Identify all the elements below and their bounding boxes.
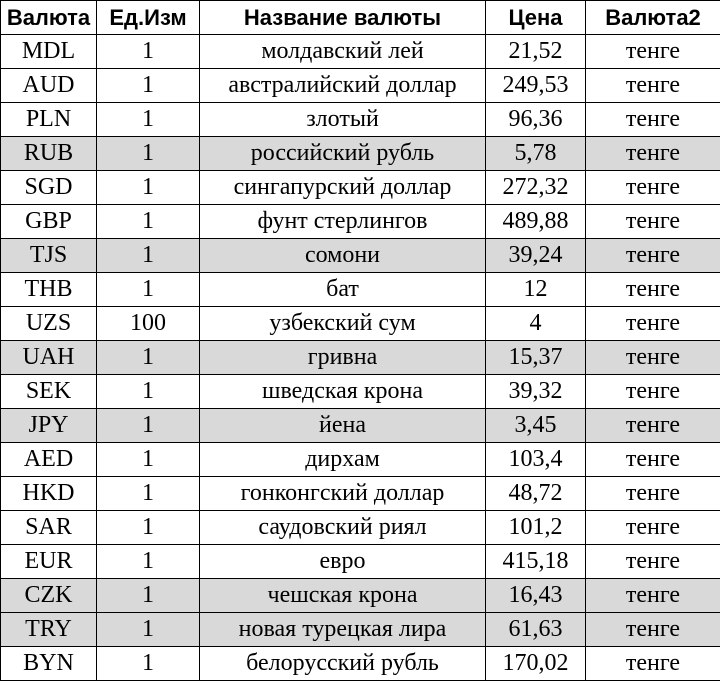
cell-currency-name: сомони [200, 239, 486, 273]
cell-price: 12 [486, 273, 586, 307]
cell-unit: 1 [97, 35, 200, 69]
cell-currency-code: SAR [1, 511, 97, 545]
table-row [1, 69, 720, 103]
cell-currency-code: GBP [1, 205, 97, 239]
cell-price: 489,88 [486, 205, 586, 239]
cell-unit: 1 [97, 205, 200, 239]
table-row [1, 341, 720, 375]
cell-currency-code: HKD [1, 477, 97, 511]
cell-unit: 1 [97, 375, 200, 409]
cell-currency-code: SGD [1, 171, 97, 205]
cell-currency-code: PLN [1, 103, 97, 137]
cell-price: 61,63 [486, 613, 586, 647]
cell-price: 48,72 [486, 477, 586, 511]
cell-currency-code: RUB [1, 137, 97, 171]
cell-currency-name: новая турецкая лира [200, 613, 486, 647]
cell-price: 39,24 [486, 239, 586, 273]
cell-unit: 1 [97, 511, 200, 545]
cell-currency-name: евро [200, 545, 486, 579]
table-row [1, 137, 720, 171]
cell-unit: 1 [97, 647, 200, 681]
cell-currency-name: молдавский лей [200, 35, 486, 69]
cell-currency-code: TJS [1, 239, 97, 273]
cell-unit: 1 [97, 443, 200, 477]
cell-currency-name: злотый [200, 103, 486, 137]
table-row [1, 103, 720, 137]
cell-price: 103,4 [486, 443, 586, 477]
header-currency-name: Название валюты [200, 1, 486, 35]
cell-currency-code: TRY [1, 613, 97, 647]
cell-price: 15,37 [486, 341, 586, 375]
cell-currency-name: сингапурский доллар [200, 171, 486, 205]
table-row [1, 375, 720, 409]
cell-price: 170,02 [486, 647, 586, 681]
cell-currency-name: йена [200, 409, 486, 443]
cell-currency-name: дирхам [200, 443, 486, 477]
cell-currency2: тенге [586, 35, 720, 69]
cell-unit: 1 [97, 171, 200, 205]
cell-currency2: тенге [586, 137, 720, 171]
cell-price: 39,32 [486, 375, 586, 409]
cell-price: 101,2 [486, 511, 586, 545]
cell-currency-name: бат [200, 273, 486, 307]
cell-unit: 1 [97, 103, 200, 137]
cell-currency-code: AED [1, 443, 97, 477]
cell-currency2: тенге [586, 103, 720, 137]
cell-currency-name: узбекский сум [200, 307, 486, 341]
cell-unit: 1 [97, 409, 200, 443]
cell-unit: 1 [97, 273, 200, 307]
table-row [1, 613, 720, 647]
cell-unit: 1 [97, 239, 200, 273]
cell-currency-name: российский рубль [200, 137, 486, 171]
cell-currency2: тенге [586, 613, 720, 647]
cell-currency2: тенге [586, 409, 720, 443]
cell-currency2: тенге [586, 171, 720, 205]
cell-currency-name: чешская крона [200, 579, 486, 613]
cell-currency2: тенге [586, 375, 720, 409]
table-row [1, 511, 720, 545]
cell-currency-code: JPY [1, 409, 97, 443]
cell-unit: 1 [97, 579, 200, 613]
table-row [1, 443, 720, 477]
cell-currency2: тенге [586, 647, 720, 681]
cell-currency-code: MDL [1, 35, 97, 69]
table-row [1, 171, 720, 205]
cell-currency2: тенге [586, 307, 720, 341]
table-body [1, 35, 720, 681]
cell-unit: 1 [97, 69, 200, 103]
header-price: Цена [486, 1, 586, 35]
cell-currency-name: шведская крона [200, 375, 486, 409]
cell-currency-code: BYN [1, 647, 97, 681]
cell-currency2: тенге [586, 579, 720, 613]
table-row [1, 409, 720, 443]
table-row [1, 273, 720, 307]
cell-currency-name: саудовский риял [200, 511, 486, 545]
cell-unit: 1 [97, 137, 200, 171]
table-row [1, 205, 720, 239]
header-unit: Ед.Изм [97, 1, 200, 35]
cell-currency2: тенге [586, 69, 720, 103]
cell-price: 21,52 [486, 35, 586, 69]
table-row [1, 239, 720, 273]
cell-price: 96,36 [486, 103, 586, 137]
table-row [1, 477, 720, 511]
cell-currency-code: THB [1, 273, 97, 307]
cell-unit: 1 [97, 341, 200, 375]
cell-price: 272,32 [486, 171, 586, 205]
cell-currency-name: гонконгский доллар [200, 477, 486, 511]
table-row [1, 647, 720, 681]
cell-currency-code: UZS [1, 307, 97, 341]
table-row [1, 307, 720, 341]
cell-currency-code: SEK [1, 375, 97, 409]
cell-price: 16,43 [486, 579, 586, 613]
cell-price: 5,78 [486, 137, 586, 171]
cell-currency2: тенге [586, 239, 720, 273]
cell-currency-name: белорусский рубль [200, 647, 486, 681]
header-currency-code: Валюта [1, 1, 97, 35]
header-row [1, 1, 720, 35]
cell-price: 3,45 [486, 409, 586, 443]
cell-currency-code: UAH [1, 341, 97, 375]
cell-currency2: тенге [586, 545, 720, 579]
cell-currency2: тенге [586, 477, 720, 511]
cell-currency-name: фунт стерлингов [200, 205, 486, 239]
cell-unit: 1 [97, 613, 200, 647]
table-row [1, 35, 720, 69]
cell-price: 249,53 [486, 69, 586, 103]
cell-currency-code: AUD [1, 69, 97, 103]
cell-currency2: тенге [586, 205, 720, 239]
cell-price: 415,18 [486, 545, 586, 579]
cell-currency-code: CZK [1, 579, 97, 613]
cell-currency2: тенге [586, 443, 720, 477]
cell-unit: 1 [97, 477, 200, 511]
header-currency2: Валюта2 [586, 1, 720, 35]
cell-price: 4 [486, 307, 586, 341]
cell-unit: 1 [97, 545, 200, 579]
cell-currency-code: EUR [1, 545, 97, 579]
table-row [1, 545, 720, 579]
cell-currency-name: гривна [200, 341, 486, 375]
cell-currency2: тенге [586, 511, 720, 545]
cell-currency2: тенге [586, 341, 720, 375]
table-row [1, 579, 720, 613]
cell-currency-name: австралийский доллар [200, 69, 486, 103]
cell-unit: 100 [97, 307, 200, 341]
cell-currency2: тенге [586, 273, 720, 307]
